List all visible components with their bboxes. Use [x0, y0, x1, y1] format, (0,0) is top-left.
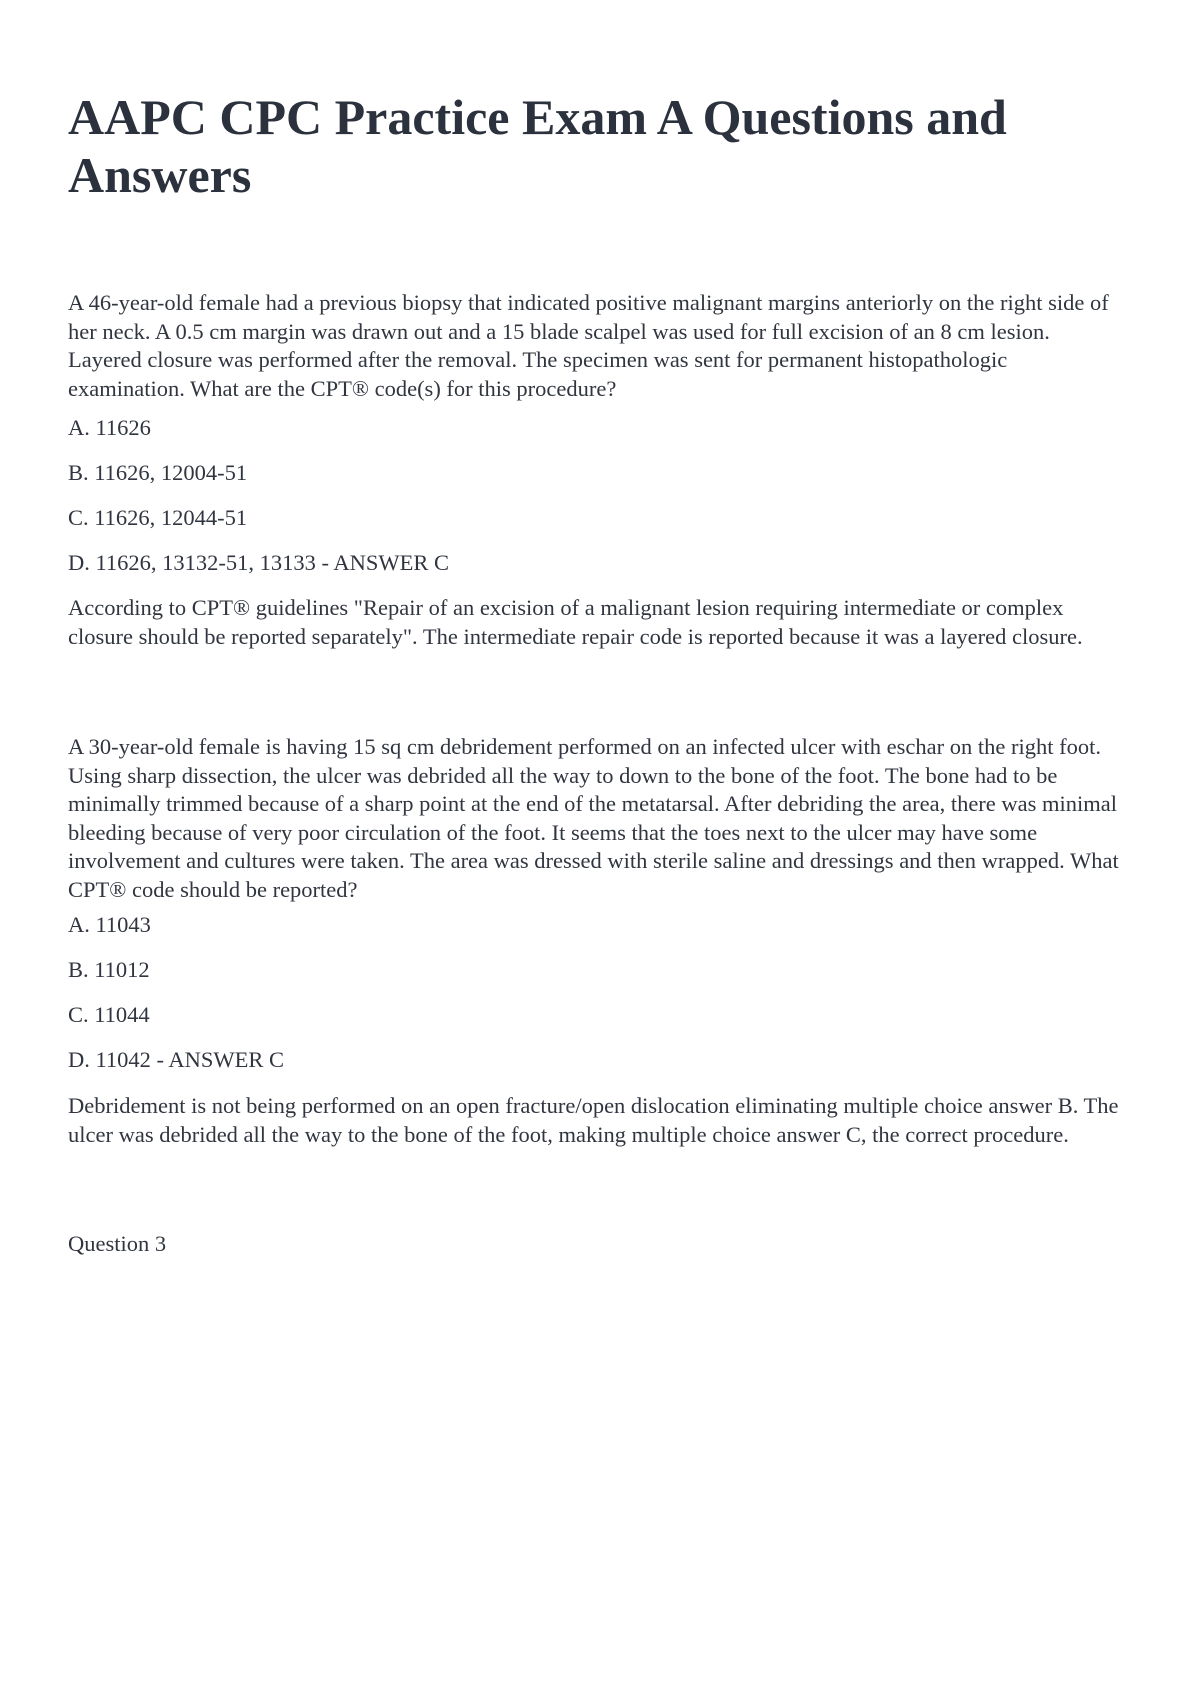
question-3-heading: Question 3 [68, 1231, 167, 1256]
document-title: AAPC CPC Practice Exam A Questions and Answers [68, 89, 1007, 203]
question-2-option-a: A. 11043 [68, 912, 151, 937]
question-1-stem: A 46-year-old female had a previous biopsy that indicated positive malignant margins anteriorly on the right side of her neck. A 0.5 cm margin was drawn out and a 15 blade scalpel was used for full excision of an 8 cm lesion. Layered closure was performed after the removal. The specimen was sent for permanent histopathologic examination. What are the CPT® code(s) for this procedure? [68, 290, 1109, 401]
question-2-option-c: C. 11044 [68, 1002, 150, 1027]
question-1-explanation: According to CPT® guidelines "Repair of an excision of a malignant lesion requiring intermediate or complex closure should be reported separately". The intermediate repair code is reported because it was a layered closure. [68, 595, 1083, 649]
question-1-option-b: B. 11626, 12004-51 [68, 460, 248, 485]
question-1-option-a: A. 11626 [68, 415, 151, 440]
question-1-option-d: D. 11626, 13132-51, 13133 - ANSWER C [68, 550, 450, 575]
question-2-explanation: Debridement is not being performed on an open fracture/open dislocation eliminating multiple choice answer B. The ulcer was debrided all the way to the bone of the foot, making multiple choice answer C, the correct procedure. [68, 1093, 1119, 1147]
question-1-option-c: C. 11626, 12044-51 [68, 505, 248, 530]
question-2-option-b: B. 11012 [68, 957, 150, 982]
question-2-stem: A 30-year-old female is having 15 sq cm debridement performed on an infected ulcer with eschar on the right foot. Using sharp dissection, the ulcer was debrided all the way to down to the bone of the foot. The bone had to be minimally trimmed because of a sharp point at the end of the metatarsal. After debriding the area, there was minimal bleeding because of very poor circulation of the foot. It seems that the toes next to the ulcer may have some involvement and cultures were taken. The area was dressed with sterile saline and dressings and then wrapped. What CPT® code should be reported? [68, 734, 1119, 902]
question-2-option-d: D. 11042 - ANSWER C [68, 1047, 285, 1072]
